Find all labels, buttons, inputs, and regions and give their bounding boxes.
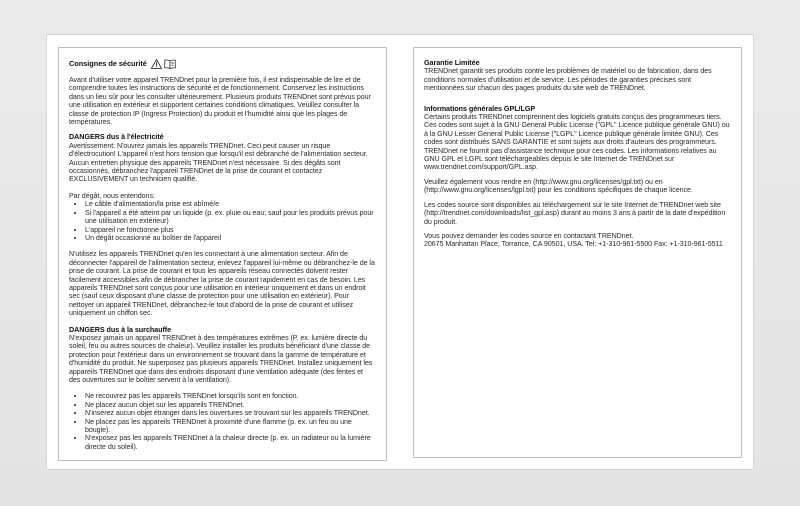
electric-section xyxy=(69,133,376,317)
warranty-section xyxy=(424,59,731,93)
list-item: • Si l'appareil a été atteint par un liquide (p. ex. pluie ou eau; sauf pour les produits prévus pour une utilisation en extérieur) xyxy=(85,209,376,226)
list-item: • Ne placez pas les appareils TRENDnet à proximité d'une flamme (p. ex. un feu ou une bougie). xyxy=(85,418,376,435)
list-item: • Le câble d'alimentation/la prise est abîmé/e xyxy=(85,200,376,208)
gpl-p1: Certains produits TRENDnet comprennent des logiciels gratuits conçus des programmeurs tiers. Ces codes sont sujet à la GNU General Public License ("GPL" Licence publique générale GNU) ou à la GNU Lesser General Public License ("LGPL" Licence publique générale limitée GNU). Ces codes sont distribués SANS GARANTIE et sont sujets aux droits d'auteurs des programmeurs. TRENDnet ne fournit pas d'assistance technique pour ces codes. Les informations relatives au GNU GPL et LGPL sont téléchargeables depuis le site Internet de TRENDnet sur www.trendnet.com/support/GPL.asp. xyxy=(424,113,730,172)
list-item: • L'appareil ne fonctionne plus xyxy=(85,226,376,234)
list-item: • Un dégât occasionné au boîtier de l'appareil xyxy=(85,234,376,242)
safety-intro: Avant d'utiliser votre appareil TRENDnet pour la première fois, il est indispensable de lire et de comprendre toutes les instructions de sécurité et de fonctionnement. Conservez les instructions dans un lieu sûr pour les consulter ultérieurement. Plusieurs produits TRENDnet sont prévus pour une utilisation en extérieur et supportent certaines conditions climatiques. Veuillez consulter la classe de protection IP (Ingress Protection) du produit et l'humidité ainsi que les plages de températures. xyxy=(69,76,371,127)
gpl-p3: Les codes source sont disponibles au téléchargement sur le site Internet de TRENDnet web site (http://trendnet.com/downloads/list_gpl.asp) durant au moins 3 ans à partir de la date d'expédition du produit. xyxy=(424,200,726,226)
heat-body: N'exposez jamais un appareil TRENDnet à des températures extrêmes (P. ex. lumière directe du soleil, feu ou autres sources de chaleur). Veuillez installer les produits bénéficiant d'une classe de protection pour l'extérieur dans un environnement se trouvant dans la gamme de température et d'humidité du produit. Ne superposez pas plusieurs appareils TRENDnet. Installez uniquement les appareils TRENDnet que dans des endroits disposant d'une ventilation adéquate (des fentes et des ouvertures sur le boîtier servent à la ventilation). xyxy=(69,333,373,384)
page-left xyxy=(58,47,387,461)
list-item: • N'exposez pas les appareils TRENDnet à la chaleur directe (p. ex. un radiateur ou la lumière directe du soleil). xyxy=(85,434,376,451)
safety-icons xyxy=(151,59,176,69)
electric-body-2: N'utilisez les appareils TRENDnet qu'en les connectant à une alimentation secteur. Afin de déconnecter l'appareil de l'alimentation secteur, enlevez l'appareil lui-même ou débranchez-le de la prise de courant. La prise de courant et tous les appareils réseau connectés doivent rester facilement accessibles afin de débrancher la prise de courant rapidement en cas de besoin. Les appareils TRENDnet sont conçus pour une utilisation en intérieur uniquement et dans un endroit sec (sauf ceux disposant d'une classe de protection pour une utilisation en extérieur). Pour nettoyer un appareil TRENDnet, débranchez-le tout d'abord de la prise de courant et utilisez uniquement un chiffon sec. xyxy=(69,250,375,318)
gpl-section xyxy=(424,105,731,249)
electric-body: Avertissement: N'ouvrez jamais les appareils TRENDnet. Ceci peut causer un risque d'électrocution! L'appareil n'est hors tension que lorsqu'il est débranché de l'alimentation secteur. Aucun entretien physique des appareils TRENDnet n'est nécessaire. Si des dégâts sont occasionnés, débranchez l'appareil TRENDnet de la prise de courant et contactez EXCLUSIVEMENT un technicien qualifié. xyxy=(69,141,368,184)
gpl-address: 20675 Manhattan Place, Torrance, CA 90501, USA. Tel: +1-310-961-5500 Fax: +1-310-961-5511 xyxy=(424,240,723,249)
list-item: • Ne recouvrez pas les appareils TRENDnet lorsqu'ils sont en fonction. xyxy=(85,392,376,400)
list-item: • Ne placez aucun objet sur les appareils TRENDnet. xyxy=(85,401,376,409)
safety-title-text: Consignes de sécurité xyxy=(69,58,147,68)
heat-list xyxy=(69,392,376,451)
safety-title xyxy=(69,59,376,69)
list-item: • N'insérez aucun objet étranger dans les ouvertures se trouvant sur les appareils TRENDnet. xyxy=(85,409,376,417)
page-right xyxy=(413,47,742,458)
damage-intro: Par dégât, nous entendons: xyxy=(69,191,155,200)
gpl-p4: Vous pouvez demander les codes source en contactant TRENDnet. xyxy=(424,231,634,240)
warranty-body: TRENDnet garantit ses produits contre les problèmes de matériel ou de fabrication, dans des conditions normales d'utilisation et de service. Les périodes de garanties précises sont mentionnées sur chacun des pages produits du site web de TRENDnet. xyxy=(424,67,712,93)
warranty-heading: Garantie Limitée xyxy=(424,58,480,67)
gpl-p2: Veuillez également vous rendre en (http://www.gnu.org/licenses/gpl.txt) ou en (http://www.gnu.org/licenses/lgpl.txt) pour les conditions spécifiques de chaque licence. xyxy=(424,177,693,195)
electric-heading: DANGERS dus à l'électricité xyxy=(69,132,164,142)
heat-heading: DANGERS dus à la surchauffe xyxy=(69,324,172,334)
gpl-heading: Informations générales GPL/LGP xyxy=(424,103,536,113)
damage-list xyxy=(69,200,376,242)
heat-section xyxy=(69,326,376,452)
warning-triangle-icon xyxy=(151,59,162,69)
manual-book-icon xyxy=(164,59,176,69)
